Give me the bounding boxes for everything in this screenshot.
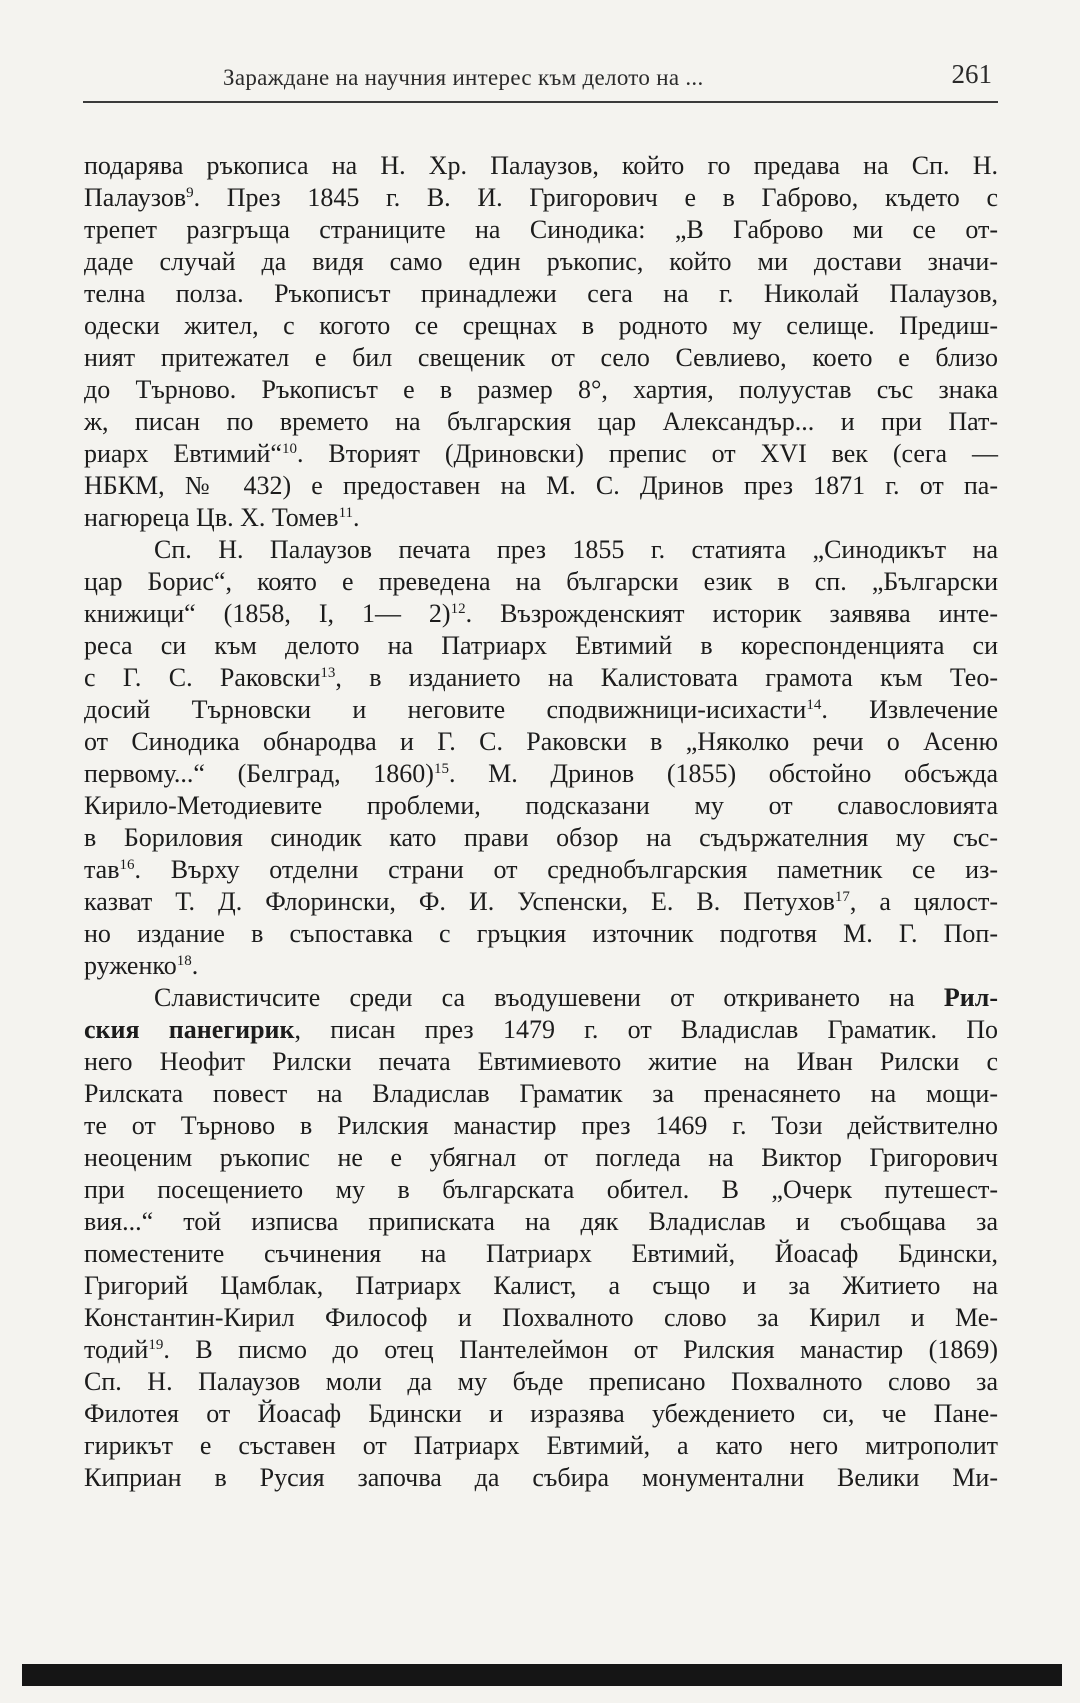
text-line: ният притежател е бил свещеник от село Севлиево, което е близо [84,343,998,372]
text-line: от Синодика обнародва и Г. С. Раковски в „Няколко речи о Асеню [84,727,998,756]
text-line: реса си към делото на Патриарх Евтимий в кореспонденцията си [84,631,998,660]
text-line: цар Борис“, която е преведена на български език в сп. „Български [84,567,998,596]
text-line: телна полза. Ръкописът принадлежи сега на г. Николай Палаузов, [84,279,998,308]
footnote-ref: 12 [450,601,466,617]
text-line: Филотея от Йоасаф Бдински и изразява убеждението си, че Пане- [84,1399,998,1428]
text-line: Палаузов$^9$. През 1845 г. В. И. Григорович е в Габрово, където с [84,183,998,212]
footnote-ref: 16 [119,857,135,873]
footnote-ref: 11 [338,505,354,521]
footnote-ref: 19 [148,1337,164,1353]
text-line: Кирило-Методиевите проблеми, подсказани му от славословията [84,791,998,820]
page-number: 261 [951,59,992,89]
text-line: казват Т. Д. Флорински, Ф. И. Успенски, Е. В. Петухов$^{17}$, а цялост- [84,887,998,916]
footnote-ref: 9 [186,185,194,201]
text-line: НБКМ, № 432) е предоставен на М. С. Дринов през 1871 г. от па- [84,471,998,500]
text-line: Рилската повест на Владислав Граматик за пренасянето на мощи- [84,1079,998,1108]
footnote-ref: 15 [433,761,449,777]
footnote-ref: 18 [176,953,192,969]
text-line: первому...“ (Белград, 1860)$^{15}$. М. Дринов (1855) обстойно обсъжда [84,759,998,788]
running-header [83,55,998,103]
text-line: тав$^{16}$. Върху отделни страни от среднобългарския паметник се из- [84,855,998,884]
text-line: него Неофит Рилски печата Евтимиевото житие на Иван Рилски с [84,1047,998,1076]
text-line: поместените съчинения на Патриарх Евтимий, Йоасаф Бдински, [84,1239,998,1268]
text-line: ския панегирик, писан през 1479 г. от Владислав Граматик. По [84,1015,998,1044]
footnote-ref: 13 [320,665,336,681]
text-line: неоценим ръкопис не е убягнал от погледа на Виктор Григорович [84,1143,998,1172]
text-line: тодий$^{19}$. В писмо до отец Пантелеймон от Рилския манастир (1869) [84,1335,998,1364]
text-line: Киприан в Русия започва да събира монументални Велики Ми- [84,1463,998,1492]
text-line: досий Търновски и неговите сподвижници-исихасти$^{14}$. Извлечение [84,695,998,724]
text-line: риарх Евтимий“$^{10}$. Вторият (Дриновски) препис от XVI век (сега — [84,439,998,468]
text-line: руженко$^{18}$. [84,951,199,980]
text-line: Сп. Н. Палаузов печата през 1855 г. статията „Синодикът на [154,535,998,564]
text-line: в Бориловия синодик като прави обзор на съдържателния му със- [84,823,998,852]
bold-term: Рил- [943,983,998,1012]
text-line: те от Търново в Рилския манастир през 1469 г. Този действително [84,1111,998,1140]
text-line: нагюреца Цв. Х. Томев$^{11}$. [84,503,360,532]
bold-term: ския панегирик [84,1015,295,1044]
text-line: подарява ръкописа на Н. Хр. Палаузов, който го предава на Сп. Н. [84,151,998,180]
body-text [84,150,998,1494]
text-line: Славистичсите среди са въодушевени от откриването на Рил- [154,983,998,1012]
text-line: гирикът е съставен от Патриарх Евтимий, а като него митрополит [84,1431,998,1460]
scan-edge-band [22,1664,1062,1686]
text-line: Григорий Цамблак, Патриарх Калист, а също и за Житието на [84,1271,998,1300]
text-line: одески жител, с когото се срещнах в родното му селище. Предиш- [84,311,998,340]
text-line: но издание в съпоставка с гръцкия източник подготвя М. Г. Поп- [84,919,998,948]
running-header-title: Зараждане на научния интерес към делото на ... [223,65,704,90]
text-line: при посещението му в българската обител. В „Очерк путешест- [84,1175,998,1204]
text-line: Константин-Кирил Философ и Похвалното слово за Кирил и Ме- [84,1303,998,1332]
footnote-ref: 14 [806,697,822,713]
text-line: вия...“ той изписва приписката на дяк Владислав и съобщава за [84,1207,998,1236]
text-line: трепет разгръща страниците на Синодика: „В Габрово ми се от- [84,215,998,244]
text-line: книжици“ (1858, I, 1— 2)$^{12}$. Възрожденският историк заявява инте- [84,599,998,628]
text-line: до Търново. Ръкописът е в размер 8°, хартия, полуустав със знака [84,375,998,404]
text-line: с Г. С. Раковски$^{13}$, в изданието на Калистовата грамота към Тео- [84,663,998,692]
text-line: Сп. Н. Палаузов моли да му бъде преписано Похвалното слово за [84,1367,998,1396]
footnote-ref: 10 [281,441,297,457]
footnote-ref: 17 [834,889,850,905]
text-line: ж, писан по времето на българския цар Александър... и при Пат- [84,407,998,436]
text-line: даде случай да видя само един ръкопис, който ми достави значи- [84,247,998,276]
